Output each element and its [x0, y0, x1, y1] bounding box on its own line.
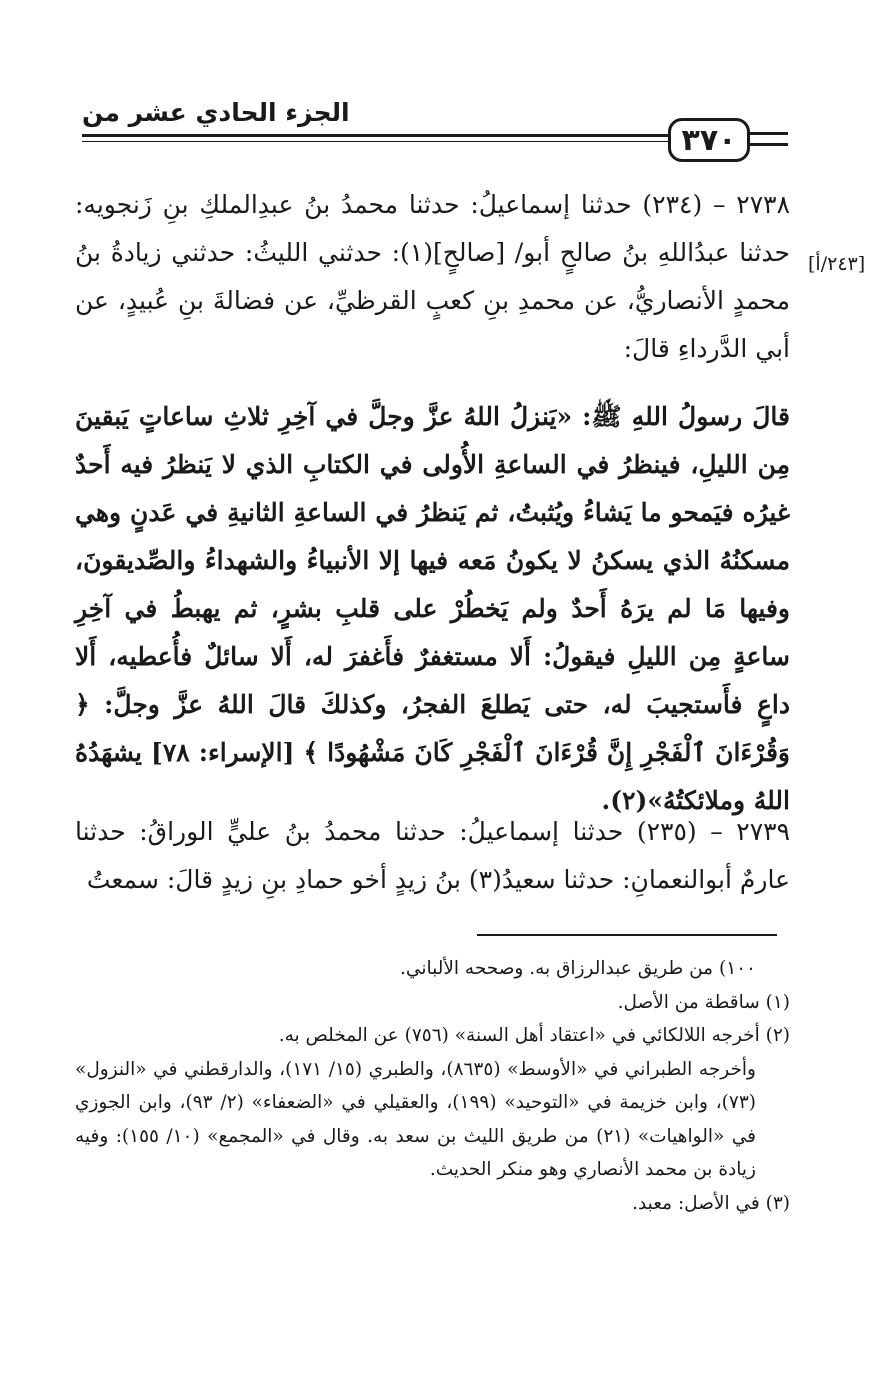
manuscript-folio-reference: [٢٤٣/أ]: [808, 253, 866, 275]
page-badge-tab: [750, 132, 788, 146]
hadith-2738-matn: قالَ رسولُ اللهِ ﷺ: «يَنزلُ اللهُ عزَّ وجلَّ في آخِرِ ثلاثِ ساعاتٍ يَبقينَ مِن الليلِ، فينظرُ في الساعةِ الأُولى في الكتابِ الذي لا يَنظرُ فيه أَحدٌ غيرُه فيَمحو ما يَشاءُ ويُثبتُ، ثم يَنظرُ في الساعةِ الثانيةِ في عَدنٍ وهي مسكنُهُ الذي يسكنُ لا يكونُ مَعه فيها إلا الأنبياءُ والشهداءُ والصِّديقونَ، وفيها مَا لم يرَهُ أَحدٌ ولم يَخطُرْ على قلبِ بشرٍ، ثم يهبطُ في آخِرِ ساعةٍ مِن الليلِ فيقولُ: أَلا مستغفرٌ فأَغفرَ له، أَلا سائلٌ فأُعطيه، أَلا داعٍ فأَستجيبَ له، حتى يَطلعَ الفجرُ، وكذلكَ قالَ اللهُ عزَّ وجلَّ: ﴿ وَقُرْءَانَ ٱلْفَجْرِ إِنَّ قُرْءَانَ ٱلْفَجْرِ كَانَ مَشْهُودًا ﴾ [الإسراء: ٧٨] يشهَدُهُ اللهُ وملائكتُهُ»(٢).: [75, 402, 790, 815]
page-number-badge: [668, 118, 750, 162]
footnote-100: ١٠٠) من طريق عبدالرزاق به. وصححه الألباني.: [400, 958, 756, 979]
header-rule-thin: [82, 141, 735, 142]
header-rule: [82, 134, 735, 137]
footnote-2-body: وأخرجه الطبراني في «الأوسط» (٨٦٣٥)، والطبري (١٥/ ١٧١)، والدارقطني في «النزول» (٧٣)، وابن خزيمة في «التوحيد» (١٩٩)، والعقيلي في «الضعفاء» (٢/ ٩٣)، وابن الجوزي في «الواهيات» (٢١) من طريق الليث بن سعد به. وقال في «المجمع» (١٠/ ١٥٥): وفيه زيادة بن محمد الأنصاري وهو منكر الحديث.: [75, 1058, 757, 1180]
footnote-separator: [477, 934, 777, 936]
footnote-1: (١) ساقطة من الأصل.: [617, 991, 790, 1013]
running-title: الجزء الحادي عشر من: [82, 98, 350, 127]
hadith-2739-isnad: ٢٧٣٩ – (٢٣٥) حدثنا إسماعيلُ: حدثنا محمدُ بنُ عليٍّ الوراقُ: حدثنا عارمٌ أبوالنعمانِ: حدثنا سعيدُ(٣) بنُ زيدٍ أخو حمادِ بنِ زيدٍ قالَ: سمعتُ: [75, 817, 790, 894]
footnote-2-head: (٢) أخرجه اللالكائي في «اعتقاد أهل السنة» (٧٥٦) عن المخلص به.: [278, 1025, 790, 1046]
footnotes: [75, 952, 790, 1220]
hadith-2738-isnad: ٢٧٣٨ – (٢٣٤) حدثنا إسماعيلُ: حدثنا محمدُ بنُ عبدِالملكِ بنِ زَنجويه: حدثنا عبدُاللهِ بنُ صالحٍ أبو/ [صالحٍ](١): حدثني الليثُ: حدثني زيادةُ بنُ محمدٍ الأنصاريُّ، عن محمدِ بنِ كعبٍ القرظيِّ، عن فضالةَ بنِ عُبيدٍ، عن أبي الدَّرداءِ قالَ:: [75, 190, 791, 363]
page-number: ٣٧٠: [681, 122, 737, 158]
footnote-3: (٣) في الأصل: معبد.: [632, 1192, 790, 1214]
